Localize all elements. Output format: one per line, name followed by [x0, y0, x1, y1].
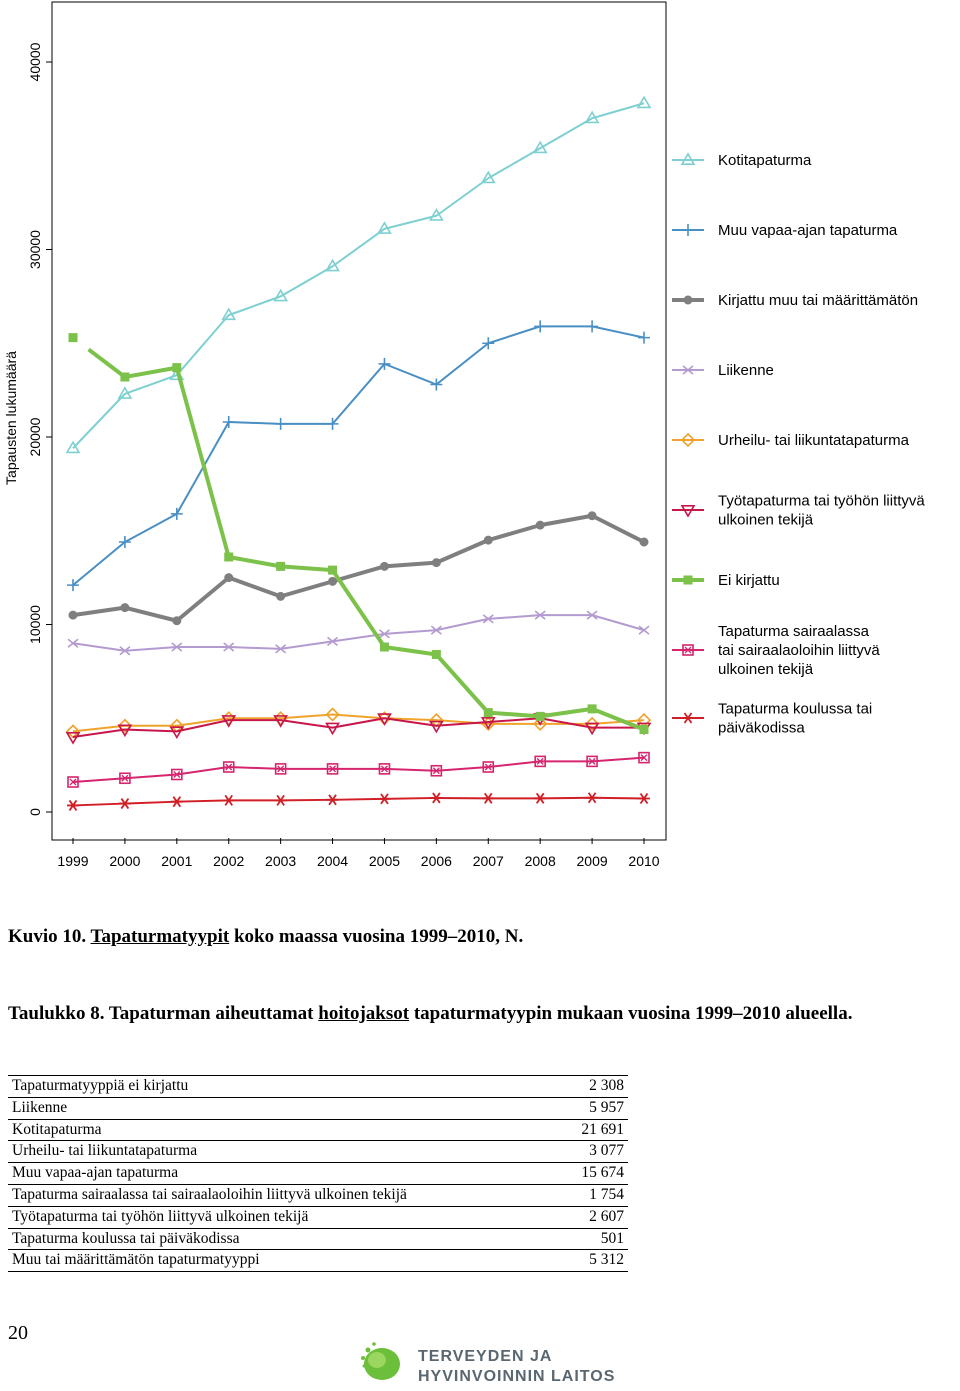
table-cell-label: Liikenne — [8, 1097, 530, 1119]
y-tick-label: 0 — [27, 808, 43, 816]
legend-entry-5 — [672, 493, 925, 529]
data-point — [276, 592, 285, 601]
legend-entry-7 — [672, 623, 880, 678]
y-tick-label: 30000 — [27, 230, 43, 269]
page-number: 20 — [8, 1322, 28, 1344]
y-axis-label: Tapausten lukumäärä — [3, 351, 19, 485]
thl-logo-icon — [358, 1336, 418, 1386]
data-point — [586, 793, 598, 803]
series-line — [73, 798, 644, 806]
data-point — [120, 373, 129, 382]
chart-legend — [672, 152, 925, 737]
table-caption: Taulukko 8. Tapaturman aiheuttamat hoitojaksot tapaturmatyypin mukaan vuosina 1999–2010 alueella. — [8, 1003, 853, 1024]
data-point — [638, 97, 650, 107]
legend-label: tai sairaalaoloihin liittyvä — [718, 642, 880, 659]
legend-label: Tapaturma koulussa tai — [718, 700, 873, 718]
table-row — [8, 1076, 628, 1098]
data-point — [432, 558, 441, 567]
data-point — [224, 573, 233, 582]
table-row — [8, 1097, 628, 1119]
series-line — [73, 326, 644, 585]
x-tick-label: 2000 — [109, 853, 141, 869]
series-line — [73, 103, 644, 448]
table-row — [8, 1250, 628, 1272]
data-point — [380, 643, 389, 652]
legend-entry-0 — [672, 152, 812, 169]
data-point — [432, 650, 441, 659]
table-cell-value: 15 674 — [530, 1163, 628, 1185]
data-point — [378, 794, 390, 804]
series-3 — [68, 611, 649, 655]
data-point — [327, 795, 339, 805]
thl-logo — [358, 1336, 616, 1391]
series-line — [89, 349, 644, 729]
x-tick-label: 2004 — [316, 853, 349, 869]
table-row — [8, 1141, 628, 1163]
table-cell-label: Urheilu- tai liikuntatapaturma — [8, 1141, 530, 1163]
data-point — [640, 538, 649, 547]
legend-label: Kirjattu muu tai määrittämätön — [718, 292, 919, 309]
legend-swatch-marker — [684, 576, 693, 585]
data-point — [588, 704, 597, 713]
data-point — [120, 603, 129, 612]
legend-label: Urheilu- tai liikuntatapaturma — [718, 432, 909, 449]
table-cell-label: Työtapaturma tai työhön liittyvä ulkoinen tekijä — [8, 1206, 530, 1228]
data-point — [275, 795, 287, 805]
data-point — [638, 332, 650, 344]
legend-label: Liikenne — [718, 362, 774, 379]
table-cell-value: 2 308 — [530, 1076, 628, 1098]
y-tick-label: 40000 — [27, 42, 43, 82]
data-point — [67, 800, 79, 810]
table-cell-value: 21 691 — [530, 1119, 628, 1141]
logo-text-line2: HYVINVOINNIN LAITOS — [418, 1368, 616, 1385]
data-point — [484, 536, 493, 545]
x-tick-label: 2003 — [265, 853, 297, 869]
figure-caption: Kuvio 10. Tapaturmatyypit koko maassa vuosina 1999–2010, N. — [8, 926, 524, 947]
data-point — [482, 793, 494, 803]
data-point — [588, 511, 597, 520]
x-tick-label: 2005 — [368, 853, 401, 869]
x-tick-label: 2010 — [628, 853, 660, 869]
data-point — [223, 795, 235, 805]
figure-caption-link: Tapaturmatyypit — [90, 926, 230, 947]
table-cell-label: Kotitapaturma — [8, 1119, 530, 1141]
legend-label: Tapaturma sairaalassa — [718, 623, 869, 640]
data-point — [640, 725, 649, 734]
data-point — [638, 794, 650, 804]
table-caption-link: hoitojaksot — [318, 1003, 410, 1024]
data-point — [380, 562, 389, 571]
table-cell-label: Muu vapaa-ajan tapaturma — [8, 1163, 530, 1185]
legend-swatch-marker — [682, 224, 694, 236]
data-point — [276, 562, 285, 571]
legend-entry-4 — [672, 432, 910, 449]
x-tick-label: 2007 — [472, 853, 504, 869]
data-point — [69, 611, 78, 620]
series-1 — [67, 320, 650, 591]
table-cell-value: 2 607 — [530, 1206, 628, 1228]
data-table — [8, 1075, 628, 1272]
x-tick-label: 2008 — [524, 853, 556, 869]
data-point — [536, 521, 545, 530]
legend-label: päiväkodissa — [718, 719, 805, 737]
data-point — [484, 708, 493, 717]
data-point — [172, 616, 181, 625]
table-row — [8, 1206, 628, 1228]
y-tick-label: 20000 — [27, 417, 43, 457]
data-point — [328, 566, 337, 575]
table-cell-value: 501 — [530, 1228, 628, 1250]
legend-entry-8 — [672, 701, 872, 737]
table-cell-label: Tapaturma sairaalassa tai sairaalaoloihin liittyvä ulkoinen tekijä — [8, 1184, 530, 1206]
legend-label: ulkoinen tekijä — [718, 661, 814, 678]
table-cell-label: Tapaturmatyyppiä ei kirjattu — [8, 1076, 530, 1098]
legend-label: ulkoinen tekijä — [718, 511, 814, 529]
series-7 — [68, 753, 649, 787]
x-tick-label: 2009 — [576, 853, 608, 869]
table-cell-value: 1 754 — [530, 1184, 628, 1206]
data-point — [171, 508, 183, 520]
legend-label: Työtapaturma tai työhön liittyvä — [718, 492, 925, 510]
table-cell-value: 3 077 — [530, 1141, 628, 1163]
x-tick-label: 2006 — [420, 853, 452, 869]
series-line — [73, 615, 644, 651]
data-point — [534, 793, 546, 803]
series-5 — [67, 714, 650, 743]
x-tick-label: 2002 — [213, 853, 245, 869]
table-row — [8, 1119, 628, 1141]
data-point — [119, 799, 131, 809]
table-row — [8, 1163, 628, 1185]
legend-entry-1 — [672, 222, 898, 239]
legend-label: Kotitapaturma — [718, 152, 812, 169]
table-cell-value: 5 957 — [530, 1097, 628, 1119]
table-cell-label: Tapaturma koulussa tai päiväkodissa — [8, 1228, 530, 1250]
series-0 — [67, 97, 650, 452]
table-row — [8, 1228, 628, 1250]
legend-label: Ei kirjattu — [718, 572, 780, 589]
table-cell-value: 5 312 — [530, 1250, 628, 1272]
plot-area — [3, 2, 666, 869]
table-row — [8, 1184, 628, 1206]
data-point — [534, 320, 546, 332]
data-point — [430, 793, 442, 803]
data-point — [171, 797, 183, 807]
data-point — [224, 553, 233, 562]
legend-label: Muu vapaa-ajan tapaturma — [718, 222, 898, 239]
legend-swatch-marker — [682, 713, 694, 723]
data-point — [223, 416, 235, 428]
legend-swatch-marker — [684, 296, 693, 305]
data-point — [536, 712, 545, 721]
series-line — [73, 718, 644, 737]
x-tick-label: 2001 — [161, 853, 193, 869]
data-point — [586, 320, 598, 332]
series-8 — [67, 793, 650, 811]
table-cell-label: Muu tai määrittämätön tapaturmatyyppi — [8, 1250, 530, 1272]
data-point — [275, 418, 287, 430]
y-tick-label: 10000 — [27, 605, 43, 644]
logo-text-line1: TERVEYDEN JA — [418, 1348, 553, 1365]
data-point — [172, 363, 181, 372]
legend-entry-3 — [672, 362, 774, 379]
series-line — [73, 758, 644, 782]
legend-entry-6 — [672, 572, 780, 589]
legend-entry-2 — [672, 292, 918, 309]
data-point — [69, 333, 78, 342]
x-tick-label: 1999 — [57, 853, 89, 869]
